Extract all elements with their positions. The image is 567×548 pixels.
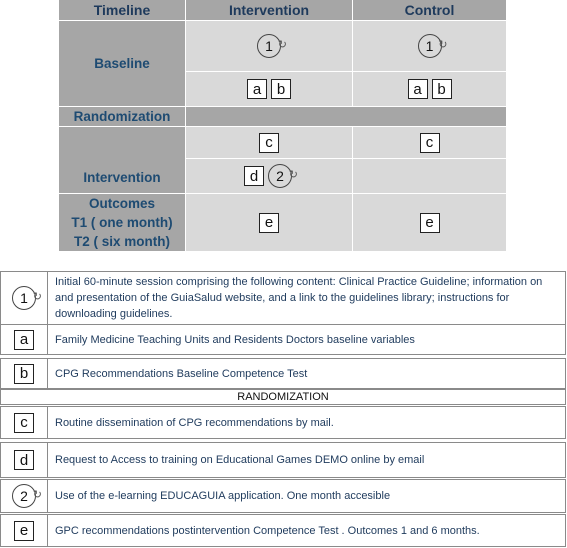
- randomization-band: [186, 107, 506, 126]
- row-label-randomization: Randomization: [59, 107, 185, 126]
- header-timeline: Timeline: [59, 0, 185, 20]
- t1-label: T1 ( one month): [71, 215, 173, 230]
- cycle-arrow-icon: ↻: [288, 169, 298, 181]
- legend-row-b: [0, 358, 566, 389]
- control-arm-c: [353, 127, 506, 158]
- legend-symbol-cell: [1, 272, 48, 324]
- legend-row-d: [0, 442, 566, 478]
- row-label-intervention: Intervention: [59, 127, 185, 193]
- session-1-number: 1: [425, 38, 434, 54]
- symbol-c: c: [259, 133, 279, 153]
- symbol-b: b: [14, 364, 34, 384]
- symbol-d: d: [14, 450, 34, 470]
- cycle-arrow-icon: ↻: [32, 489, 42, 501]
- legend-row-2: [0, 479, 566, 513]
- legend-text: GPC recommendations postintervention Competence Test . Outcomes 1 and 6 months.: [55, 524, 480, 537]
- legend-text: Routine dissemination of CPG recommendations by mail.: [55, 416, 334, 429]
- randomization-heading: RANDOMIZATION: [237, 391, 329, 403]
- symbol-a: a: [247, 79, 267, 99]
- legend-row-c: [0, 406, 566, 439]
- legend-text: Initial 60-minute session comprising the following content: Clinical Practice Guideline; information on and presentation of the GuiaSalud website, and a link to the guidelines library; instructions for downloading guidelines.: [55, 276, 543, 320]
- cycle-arrow-icon: ↻: [438, 39, 448, 51]
- header-control: Control: [353, 0, 506, 20]
- symbol-e: e: [14, 521, 34, 541]
- study-design-table: [59, 0, 506, 251]
- baseline-intervention-measures: [186, 72, 352, 106]
- intervention-arm-c: [186, 127, 352, 158]
- session-2-icon: [268, 164, 298, 188]
- symbol-e: e: [420, 213, 440, 233]
- header-intervention: Intervention: [186, 0, 352, 20]
- symbol-d: d: [244, 166, 264, 186]
- legend-symbol: 1: [20, 290, 28, 306]
- control-arm-empty: [353, 159, 506, 193]
- legend-text: Use of the e-learning EDUCAGUIA application. One month accesible: [55, 490, 391, 502]
- intervention-arm-d2: [186, 159, 352, 193]
- legend-symbol: 2: [20, 488, 28, 504]
- legend-symbol-cell: [1, 325, 48, 354]
- legend-symbol-cell: [1, 515, 48, 546]
- legend-row-a: [0, 324, 566, 355]
- symbol-e: e: [259, 213, 279, 233]
- legend-row-1: [0, 271, 566, 325]
- session-1-icon: [418, 34, 448, 58]
- baseline-control-measures: [353, 72, 506, 106]
- session-1-number: 1: [265, 38, 273, 54]
- symbol-c: c: [14, 413, 34, 433]
- row-label-baseline: Baseline: [59, 21, 185, 106]
- symbol-c: c: [420, 133, 440, 153]
- cycle-arrow-icon: ↻: [277, 39, 287, 51]
- control-outcomes: [353, 194, 506, 251]
- symbol-a: a: [14, 330, 34, 350]
- legend-symbol-cell: [1, 407, 48, 438]
- symbol-a: a: [408, 79, 428, 99]
- legend-row-randomization: [0, 389, 566, 405]
- legend-symbol-cell: [1, 359, 48, 388]
- legend-text: Request to Access to training on Educational Games DEMO online by email: [55, 454, 425, 466]
- legend-text: CPG Recommendations Baseline Competence Test: [55, 367, 308, 380]
- legend-text: Family Medicine Teaching Units and Residents Doctors baseline variables: [55, 333, 415, 346]
- intervention-outcomes: [186, 194, 352, 251]
- row-label-outcomes: [59, 194, 185, 251]
- baseline-control-session: [353, 21, 506, 71]
- cycle-arrow-icon: ↻: [32, 291, 42, 303]
- symbol-b: b: [432, 79, 452, 99]
- outcomes-label: Outcomes: [88, 196, 156, 211]
- baseline-intervention-session: [186, 21, 352, 71]
- session-1-icon: [257, 34, 287, 58]
- t2-label: T2 ( six month): [73, 234, 170, 249]
- session-2-number: 2: [276, 168, 284, 184]
- legend-symbol-cell: [1, 480, 48, 512]
- symbol-b: b: [271, 79, 291, 99]
- legend-symbol-cell: [1, 443, 48, 477]
- session-2-icon: [12, 484, 42, 508]
- legend-row-e: [0, 514, 566, 547]
- session-1-icon: [12, 286, 42, 310]
